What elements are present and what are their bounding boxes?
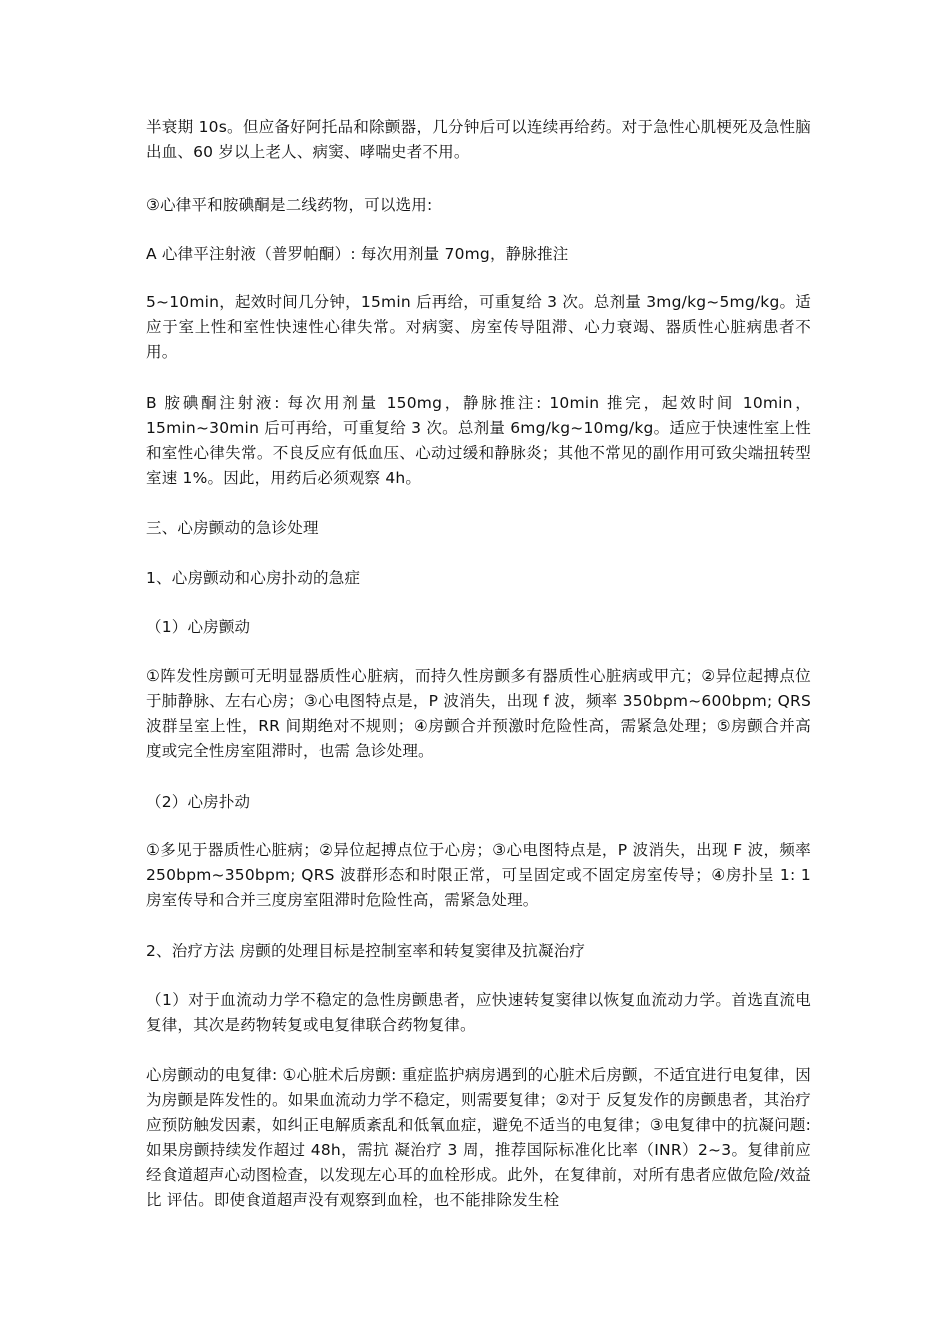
subheading-atrial-fibrillation: （1）心房颤动 — [146, 618, 251, 636]
paragraph-af-features: ①阵发性房颤可无明显器质性心脏病，而持久性房颤多有器质性心脏病或甲亢；②异位起搏点位于肺静脉、左右心房；③心电图特点是，P 波消失，出现 f 波，频率 350bpm~600bpm; QRS 波群呈室上性，RR 间期绝对不规则；④房颤合并预激时危险性高，需紧急处理；⑤房颤合并高度或完全性房室阻滞时，也需 急诊处理。 — [146, 667, 811, 760]
subheading-atrial-flutter: （2）心房扑动 — [146, 793, 251, 811]
paragraph-propafenone-detail: 5~10min，起效时间几分钟，15min 后再给，可重复给 3 次。总剂量 3mg/kg~5mg/kg。适应于室上性和室性快速性心律失常。对病窦、房室传导阻滞、心力衰竭、器质性心脏病患者不用。 — [146, 293, 811, 361]
paragraph-adenosine-note: 半衰期 10s。但应备好阿托品和除颤器，几分钟后可以连续再给药。对于急性心肌梗死及急性脑出血、60 岁以上老人、病窦、哮喘史者不用。 — [146, 118, 811, 161]
paragraph-amiodarone: B 胺碘酮注射液: 每次用剂量 150mg，静脉推注: 10min 推完，起效时间 10min，15min~30min 后可再给，可重复给 3 次。总剂量 6mg/kg~10mg/kg。适应于快速性室上性和室性心律失常。不良反应有低血压、心动过缓和静脉炎；其他不常见的副作用可致尖端扭转型室速 1%。因此，用药后必须观察 4h。 — [146, 394, 811, 487]
subsection-heading-treatment: 2、治疗方法 房颤的处理目标是控制室率和转复窦律及抗凝治疗 — [146, 942, 586, 960]
paragraph-cardioversion: 心房颤动的电复律: ①心脏术后房颤: 重症监护病房遇到的心脏术后房颤，不适宜进行电复律，因为房颤是阵发性的。如果血流动力学不稳定，则需要复律；②对于 反复发作的房颤患者，其治疗应预防触发因素，如纠正电解质紊乱和低氧血症，避免不适当的电复律；③电复律中的抗凝问题: 如果房颤持续发作超过 48h，需抗 凝治疗 3 周，推荐国际标准化比率（INR）2~3。复律前应经食道超声心动图检查，以发现左心耳的血栓形成。此外，在复律前，对所有患者应做危险/效益比 评估。即使食道超声没有观察到血栓，也不能排除发生栓 — [146, 1066, 811, 1209]
paragraph-unstable-af: （1）对于血流动力学不稳定的急性房颤患者，应快速转复窦律以恢复血流动力学。首选直流电复律，其次是药物转复或电复律联合药物复律。 — [146, 991, 811, 1034]
subsection-heading-af-flutter: 1、心房颤动和心房扑动的急症 — [146, 569, 361, 587]
paragraph-flutter-features: ①多见于器质性心脏病；②异位起搏点位于心房；③心电图特点是，P 波消失，出现 F 波，频率 250bpm~350bpm; QRS 波群形态和时限正常，可呈固定或不固定房室传导；④房扑呈 1: 1 房室传导和合并三度房室阻滞时危险性高，需紧急处理。 — [146, 841, 811, 909]
paragraph-second-line-drugs: ③心律平和胺碘酮是二线药物，可以选用: — [146, 196, 433, 214]
paragraph-propafenone-heading: A 心律平注射液（普罗帕酮）: 每次用剂量 70mg，静脉推注 — [146, 245, 569, 263]
section-heading-af-emergency: 三、心房颤动的急诊处理 — [146, 519, 319, 537]
